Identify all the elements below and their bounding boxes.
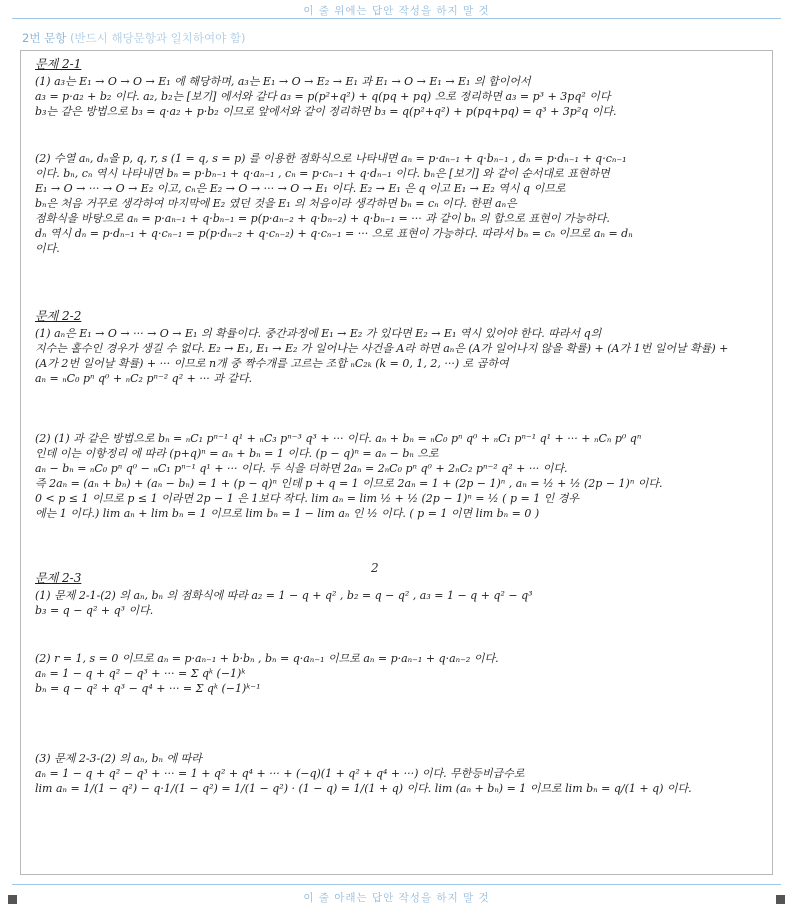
- answer-line: E₁ → O → ··· → O → E₂ 이고, cₙ은 E₂ → O → ··· → O → E₁ 이다. E₂ → E₁ 은 q 이고 E₁ → E₂ 역시 q 이므로: [35, 182, 566, 195]
- section-title: 문제 2-2: [35, 309, 82, 323]
- top-notice: 이 줄 위에는 답안 작성을 하지 말 것: [303, 5, 490, 17]
- answer-block-2-3-2: [35, 651, 762, 696]
- bottom-boundary-line: [12, 884, 781, 885]
- answer-line: a₃ = p·a₂ + b₂ 이다. a₂, b₂는 [보기] 에서와 같다 a₃ = p(p²+q²) + q(pq + pq) 으로 정리하면 a₃ = p³ + 3pq² 이다: [35, 90, 611, 103]
- answer-line: 점화식을 바탕으로 aₙ = p·aₙ₋₁ + q·bₙ₋₁ = p(p·aₙ₋₂ + q·bₙ₋₂) + q·bₙ₋₁ = ··· 과 같이 bₙ 의 합으로 표현이 가능하다.: [35, 212, 610, 225]
- answer-line: aₙ = 1 − q + q² − q³ + ··· = Σ qᵏ (−1)ᵏ: [35, 667, 246, 680]
- answer-line: (1) aₙ은 E₁ → O → ··· → O → E₁ 의 확률이다. 중간과정에 E₁ → E₂ 가 있다면 E₂ → E₁ 역시 있어야 한다. 따라서 q의: [35, 327, 602, 340]
- answer-line: (3) 문제 2-3-(2) 의 aₙ, bₙ 에 따라: [35, 752, 202, 765]
- answer-block-2-2-1: [35, 309, 762, 386]
- answer-line: aₙ = ₙC₀ pⁿ q⁰ + ₙC₂ pⁿ⁻² q² + ··· 과 같다.: [35, 372, 253, 385]
- question-label: [22, 30, 245, 46]
- answer-block-2-3-1: [35, 571, 762, 618]
- top-boundary-line: [12, 18, 781, 19]
- section-title: 문제 2-1: [35, 57, 82, 71]
- answer-line: (1) 문제 2-1-(2) 의 aₙ, bₙ 의 점화식에 따라 a₂ = 1 − q + q² , b₂ = q − q² , a₃ = 1 − q + q² − q³: [35, 589, 533, 602]
- answer-line: (2) r = 1, s = 0 이므로 aₙ = p·aₙ₋₁ + b·bₙ , bₙ = q·aₙ₋₁ 이므로 aₙ = p·aₙ₋₁ + q·aₙ₋₂ 이다.: [35, 652, 499, 665]
- question-instruction: (반드시 해당문항과 일치하여야 함): [69, 31, 246, 45]
- registration-mark-right: [776, 895, 785, 904]
- registration-mark-left: [8, 895, 17, 904]
- answer-block-2-1-1: [35, 57, 762, 119]
- answer-line: aₙ = 1 − q + q² − q³ + ··· = 1 + q² + q⁴ + ··· + (−q)(1 + q² + q⁴ + ···) 이다. 무한등비급수로: [35, 767, 525, 780]
- answer-line: (2) (1) 과 같은 방법으로 bₙ = ₙC₁ pⁿ⁻¹ q¹ + ₙC₃ pⁿ⁻³ q³ + ··· 이다. aₙ + bₙ = ₙC₀ pⁿ q⁰ + ₙC₁ pⁿ⁻¹ q¹ + ··· + ₙCₙ p⁰ qⁿ: [35, 432, 642, 445]
- answer-line: bₙ = q − q² + q³ − q⁴ + ··· = Σ qᵏ (−1)ᵏ⁻¹: [35, 682, 261, 695]
- answer-line: 이다.: [35, 242, 60, 255]
- answer-line: b₃는 같은 방법으로 b₃ = q·a₂ + p·b₂ 이므로 앞에서와 같이 정리하면 b₃ = q(p²+q²) + p(pq+pq) = q³ + 3p²q 이다.: [35, 105, 617, 118]
- answer-line: 0 < p ≤ 1 이므로 p ≤ 1 이라면 2p − 1 은 1보다 작다. lim aₙ = lim ½ + ½ (2p − 1)ⁿ = ½ ( p = 1 인 경우: [35, 492, 580, 505]
- answer-line: 인데 이는 이항정리 에 따라 (p+q)ⁿ = aₙ + bₙ = 1 이다. (p − q)ⁿ = aₙ − bₙ 으로: [35, 447, 439, 460]
- answer-line: (2) 수열 aₙ, dₙ을 p, q, r, s (1 = q, s = p) 를 이용한 점화식으로 나타내면 aₙ = p·aₙ₋₁ + q·bₙ₋₁ , dₙ = p·dₙ₋₁ + q·cₙ₋₁: [35, 152, 627, 165]
- answer-line: (1) a₃는 E₁ → O → O → E₁ 에 해당하며, a₃는 E₁ → O → E₂ → E₁ 과 E₁ → O → E₁ → E₁ 의 합이어서: [35, 75, 531, 88]
- answer-line: aₙ − bₙ = ₙC₀ pⁿ q⁰ − ₙC₁ pⁿ⁻¹ q¹ + ··· 이다. 두 식을 더하면 2aₙ = 2ₙC₀ pⁿ q⁰ + 2ₙC₂ pⁿ⁻² q² + ··· 이다.: [35, 462, 568, 475]
- answer-line: 이다. bₙ, cₙ 역시 나타내면 bₙ = p·bₙ₋₁ + q·aₙ₋₁ , cₙ = p·cₙ₋₁ + q·dₙ₋₁ 이다. bₙ은 [보기] 와 같이 순서대로 표현하면: [35, 167, 610, 180]
- answer-line: 지수는 홀수인 경우가 생길 수 없다. E₂ → E₁, E₁ → E₂ 가 일어나는 사건을 A라 하면 aₙ은 (A가 일어나지 않을 확률) + (A가 1번 일어날 확률) +: [35, 342, 729, 355]
- question-number: 2번 문항: [22, 31, 67, 45]
- answer-block-2-2-2: [35, 431, 762, 521]
- answer-line: 즉 2aₙ = (aₙ + bₙ) + (aₙ − bₙ) = 1 + (p − q)ⁿ 인데 p + q = 1 이므로 2aₙ = 1 + (2p − 1)ⁿ , aₙ = ½ + ½ (2p − 1)ⁿ 이다.: [35, 477, 663, 490]
- answer-line: bₙ은 처음 거꾸로 생각하여 마지막에 E₂ 였던 것을 E₁ 의 처음이라 생각하면 bₙ = cₙ 이다. 한편 aₙ은: [35, 197, 517, 210]
- bottom-notice: 이 줄 아래는 답안 작성을 하지 말 것: [303, 892, 490, 904]
- answer-line: lim aₙ = 1/(1 − q²) − q·1/(1 − q²) = 1/(1 − q²) · (1 − q) = 1/(1 + q) 이다. lim (aₙ + bₙ) = 1 이므로 lim bₙ = q/(1 + q) 이다.: [35, 782, 692, 795]
- answer-block-2-1-2: [35, 151, 762, 256]
- section-title: 문제 2-3: [35, 571, 82, 585]
- answer-area[interactable]: [20, 50, 773, 875]
- page-mark: 2: [371, 561, 379, 575]
- answer-line: (A가 2번 일어날 확률) + ··· 이므로 n개 중 짝수개를 고르는 조합 ₙC₂ₖ (k = 0, 1, 2, ···) 로 곱하여: [35, 357, 509, 370]
- answer-line: dₙ 역시 dₙ = p·dₙ₋₁ + q·cₙ₋₁ = p(p·dₙ₋₂ + q·cₙ₋₂) + q·cₙ₋₁ = ··· 으로 표현이 가능하다. 따라서 bₙ = cₙ 이므로 aₙ = dₙ: [35, 227, 633, 240]
- answer-line: 에는 1 이다.) lim aₙ + lim bₙ = 1 이므로 lim bₙ = 1 − lim aₙ 인 ½ 이다. ( p = 1 이면 lim bₙ = 0 ): [35, 507, 540, 520]
- answer-line: b₃ = q − q² + q³ 이다.: [35, 604, 154, 617]
- answer-block-2-3-3: [35, 751, 762, 796]
